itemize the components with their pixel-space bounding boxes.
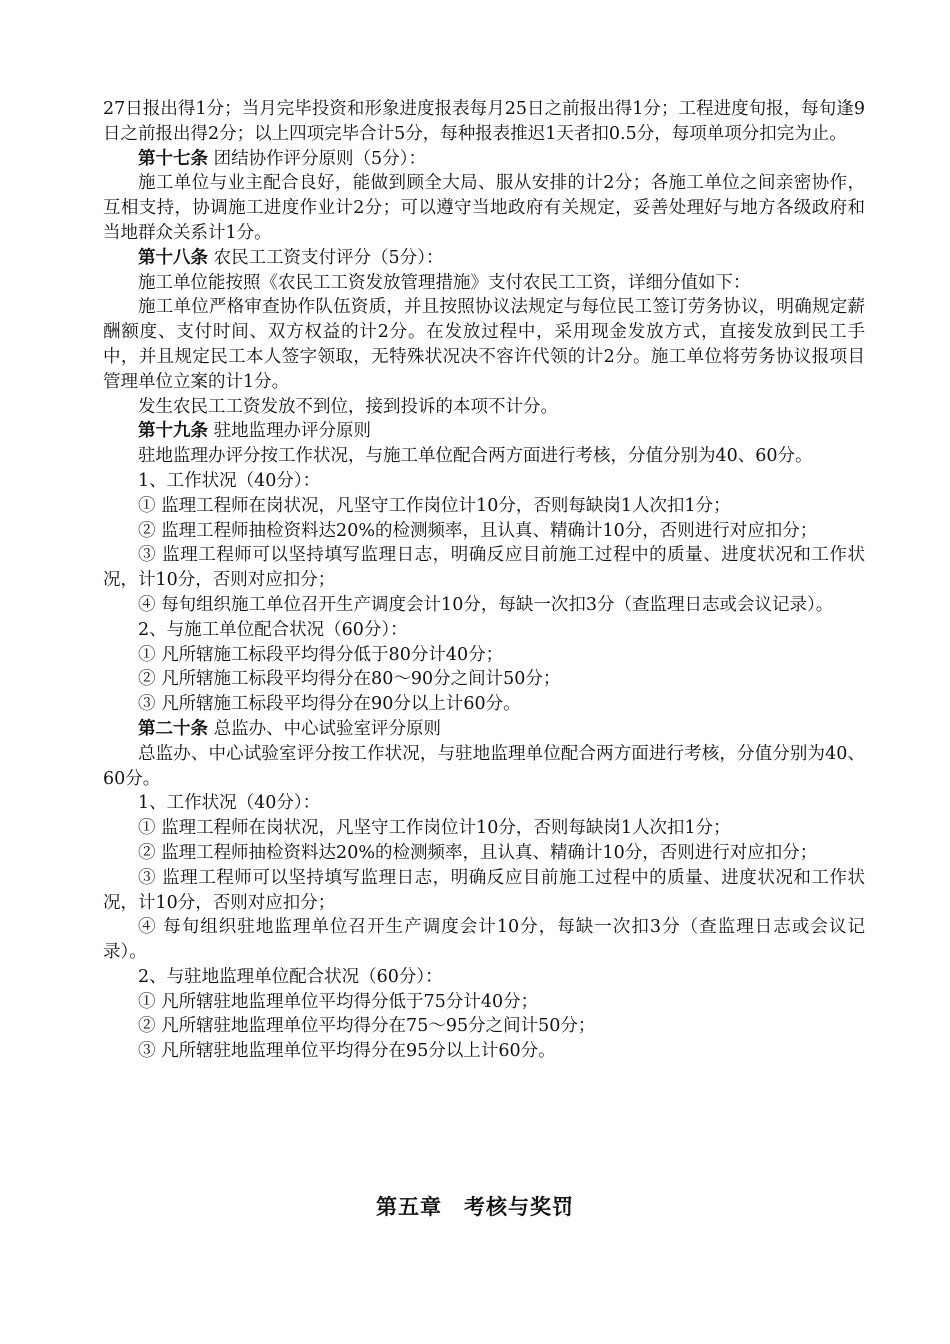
article-17-heading: 第十七条 团结协作评分原则（5分）： <box>138 148 426 169</box>
body-text <box>103 97 865 1064</box>
chapter-title: 第五章 考核与奖罚 <box>376 1195 574 1219</box>
list-item: ③ 凡所辖施工标段平均得分在90分以上计60分。 <box>138 694 521 715</box>
paragraph: 发生农民工工资发放不到位，接到投诉的本项不计分。 <box>138 396 558 417</box>
paragraph: 驻地监理办评分按工作状况，与施工单位配合两方面进行考核，分值分别为40、60分。 <box>138 446 813 467</box>
list-heading: 1、工作状况（40分）： <box>138 793 321 814</box>
article-19-heading: 第十九条 驻地监理办评分原则 <box>138 421 372 442</box>
list-heading: 2、与施工单位配合状况（60分）： <box>138 619 408 640</box>
list-item: ② 凡所辖驻地监理单位平均得分在75～95分之间计50分； <box>138 1016 596 1037</box>
list-heading: 1、工作状况（40分）： <box>138 470 321 491</box>
paragraph: 施工单位与业主配合良好，能做到顾全大局、服从安排的计2分；各施工单位之间亲密协作，互相支持，协调施工进度作业计2分；可以遵守当地政府有关规定，妥善处理好与地方各级政府和当地群众关系计1分。 <box>103 173 865 243</box>
list-item: ① 监理工程师在岗状况，凡坚守工作岗位计10分，否则每缺岗1人次扣1分； <box>138 818 731 839</box>
list-item: ③ 监理工程师可以坚持填写监理日志，明确反应目前施工过程中的质量、进度状况和工作状况，计10分，否则对应扣分； <box>103 867 865 913</box>
list-item: ② 监理工程师抽检资料达20%的检测频率，且认真、精确计10分，否则进行对应扣分； <box>138 520 818 541</box>
list-item: ① 监理工程师在岗状况，凡坚守工作岗位计10分，否则每缺岗1人次扣1分； <box>138 495 731 516</box>
list-item: ① 凡所辖驻地监理单位平均得分低于75分计40分； <box>138 991 539 1012</box>
list-item: ④ 每旬组织施工单位召开生产调度会计10分，每缺一次扣3分（查监理日志或会议记录）。 <box>138 594 834 615</box>
paragraph: 总监办、中心试验室评分按工作状况，与驻地监理单位配合两方面进行考核，分值分别为40、60分。 <box>103 743 865 789</box>
list-item: ③ 凡所辖驻地监理单位平均得分在95分以上计60分。 <box>138 1041 556 1062</box>
list-item: ② 凡所辖施工标段平均得分在80～90分之间计50分； <box>138 669 561 690</box>
article-20-heading: 第二十条 总监办、中心试验室评分原则 <box>138 718 442 739</box>
list-item: ① 凡所辖施工标段平均得分低于80分计40分； <box>138 644 504 665</box>
article-18-heading: 第十八条 农民工工资支付评分（5分）： <box>138 247 444 268</box>
paragraph: 27日报出得1分；当月完毕投资和形象进度报表每月25日之前报出得1分；工程进度旬报，每旬逢9日之前报出得2分；以上四项完毕合计5分，每种报表推迟1天者扣0.5分，每项单项分扣完为止。 <box>103 99 865 144</box>
list-item: ③ 监理工程师可以坚持填写监理日志，明确反应目前施工过程中的质量、进度状况和工作状况，计10分，否则对应扣分； <box>103 545 865 591</box>
list-item: ② 监理工程师抽检资料达20%的检测频率，且认真、精确计10分，否则进行对应扣分； <box>138 842 818 863</box>
list-heading: 2、与驻地监理单位配合状况（60分）： <box>138 966 443 987</box>
paragraph: 施工单位严格审查协作队伍资质，并且按照协议法规定与每位民工签订劳务协议，明确规定薪酬额度、支付时间、双方权益的计2分。在发放过程中，采用现金发放方式，直接发放到民工手中，并且规定民工本人签字领取，无特殊状况决不容许代领的计2分。施工单位将劳务协议报项目管理单位立案的计1分。 <box>103 297 865 392</box>
paragraph: 施工单位能按照《农民工工资发放管理措施》支付农民工工资，详细分值如下： <box>138 272 751 293</box>
list-item: ④ 每旬组织驻地监理单位召开生产调度会计10分，每缺一次扣3分（查监理日志或会议记录）。 <box>103 917 865 963</box>
